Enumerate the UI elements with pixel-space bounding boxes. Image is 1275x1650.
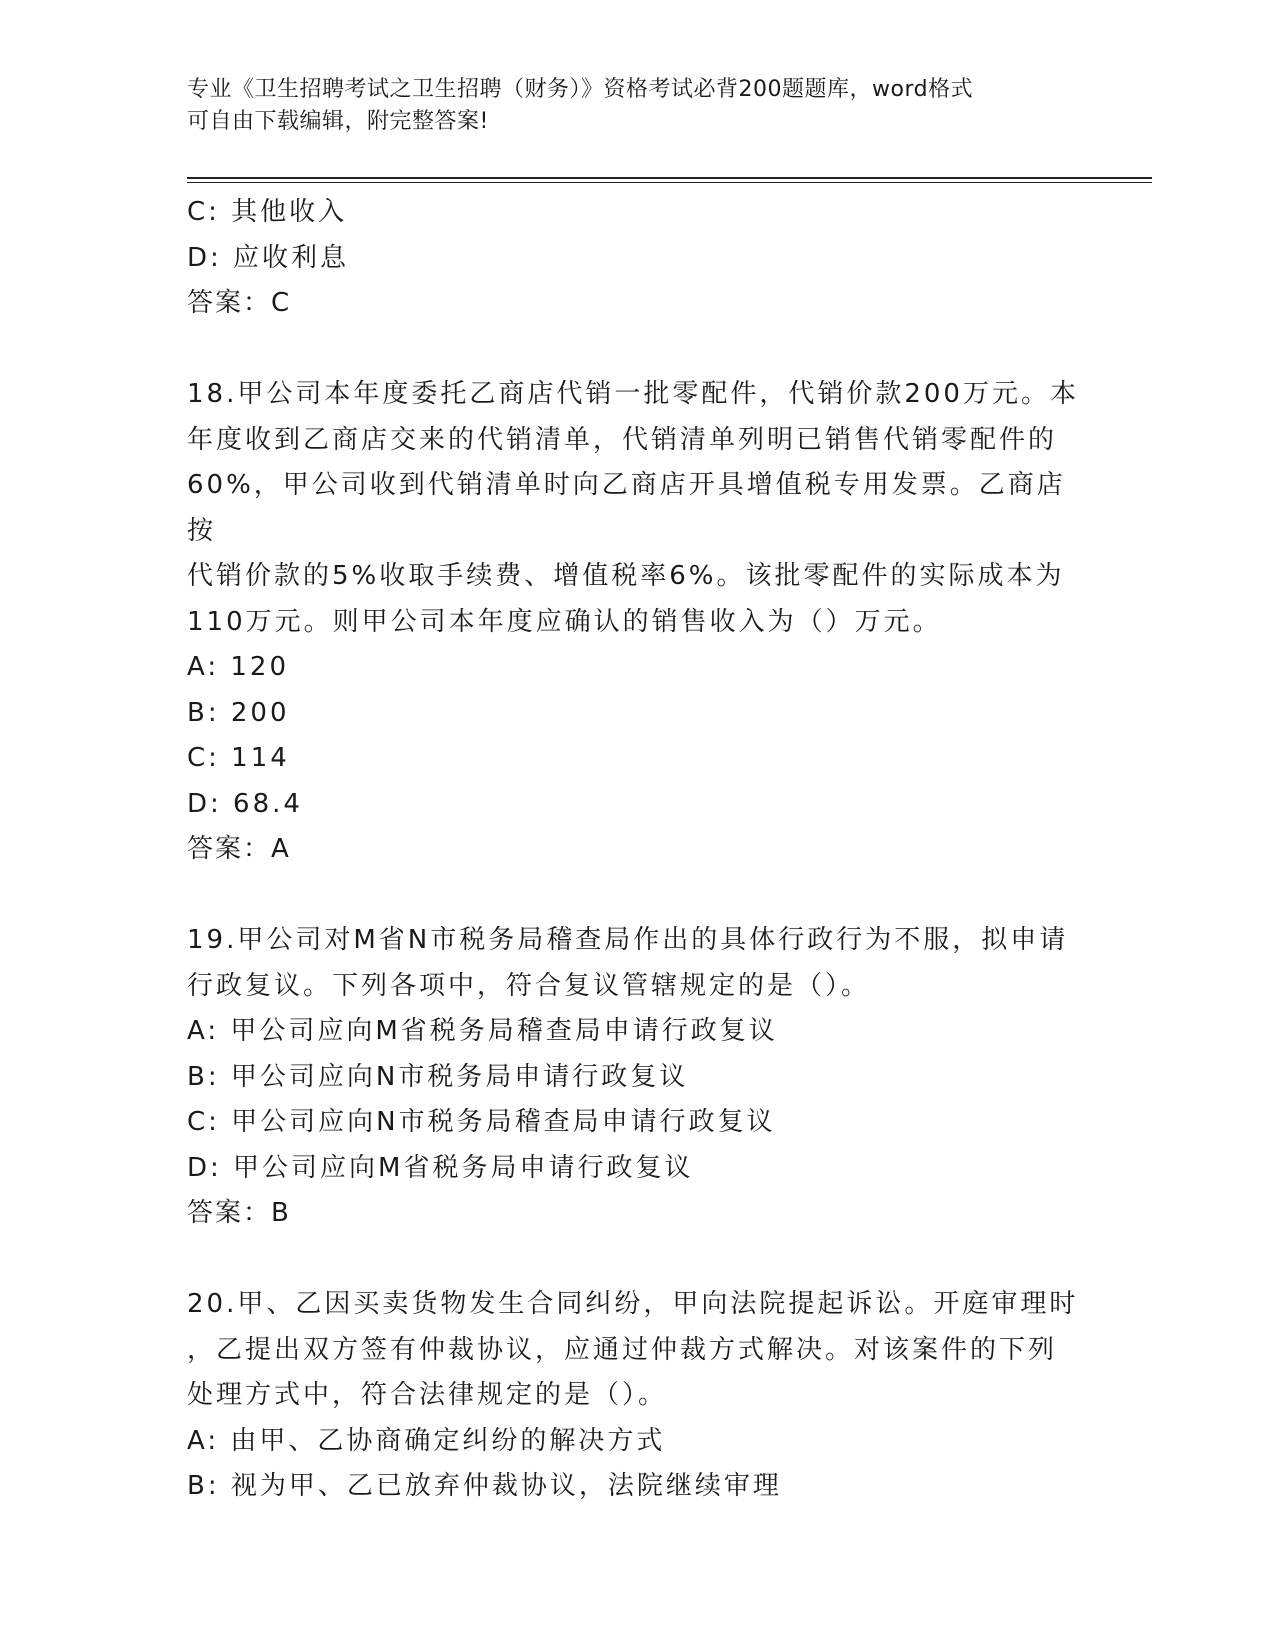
header-divider-thick: [187, 177, 1152, 179]
spacer: [187, 327, 1087, 373]
question-text-line: 行政复议。下列各项中，符合复议管辖规定的是（）。: [187, 970, 871, 1001]
header-line-1: 专业《卫生招聘考试之卫生招聘（财务）》资格考试必背200题题库，word格式: [187, 77, 974, 102]
question-text-line: 18.甲公司本年度委托乙商店代销一批零配件，代销价款200万元。本: [187, 379, 1079, 409]
question-18: [187, 372, 1087, 873]
question-text-line: 年度收到乙商店交来的代销清单，代销清单列明已销售代销零配件的: [187, 424, 1058, 455]
question-text-line: 19.甲公司对M省N市税务局稽查局作出的具体行政行为不服，拟申请: [187, 925, 1069, 955]
option-b: B: 视为甲、乙已放弃仲裁协议，法院继续审理: [187, 1471, 782, 1501]
option-a: A: 由甲、乙协商确定纠纷的解决方式: [187, 1425, 666, 1456]
page-content: [187, 190, 1087, 1510]
answer: 答案：A: [187, 834, 291, 864]
header-divider-thin: [187, 182, 1152, 183]
question-text-line: 代销价款的5%收取手续费、增值税率6%。该批零配件的实际成本为: [187, 561, 1065, 591]
spacer: [187, 1237, 1087, 1283]
question-text-line: 60%，甲公司收到代销清单时向乙商店开具增值税专用发票。乙商店按: [187, 470, 1066, 546]
option-d: D: 68.4: [187, 788, 303, 819]
question-19: [187, 918, 1087, 1237]
option-c: C: 114: [187, 743, 290, 773]
answer: 答案：C: [187, 288, 292, 318]
document-header: [187, 74, 1067, 138]
question-text-line: 20.甲、乙因买卖货物发生合同纠纷，甲向法院提起诉讼。开庭审理时: [187, 1289, 1079, 1319]
question-text-line: 处理方式中，符合法律规定的是（）。: [187, 1380, 668, 1410]
option-d: D: 甲公司应向M省税务局申请行政复议: [187, 1152, 694, 1183]
option-a: A: 120: [187, 652, 289, 682]
option-b: B: 200: [187, 697, 290, 728]
question-text-line: ，乙提出双方签有仲裁协议，应通过仲裁方式解决。对该案件的下列: [187, 1334, 1058, 1365]
option-d: D: 应收利息: [187, 242, 350, 273]
option-c: C: 其他收入: [187, 197, 348, 227]
option-a: A: 甲公司应向M省税务局稽查局申请行政复议: [187, 1016, 778, 1046]
question-text-line: 110万元。则甲公司本年度应确认的销售收入为（）万元。: [187, 606, 942, 637]
question-20: [187, 1282, 1087, 1510]
answer: 答案：B: [187, 1198, 291, 1228]
spacer: [187, 873, 1087, 919]
option-b: B: 甲公司应向N市税务局申请行政复议: [187, 1061, 689, 1092]
option-c: C: 甲公司应向N市税务局稽查局申请行政复议: [187, 1107, 776, 1137]
header-line-2: 可自由下载编辑，附完整答案!: [187, 109, 489, 134]
question-17-tail: [187, 190, 1087, 327]
